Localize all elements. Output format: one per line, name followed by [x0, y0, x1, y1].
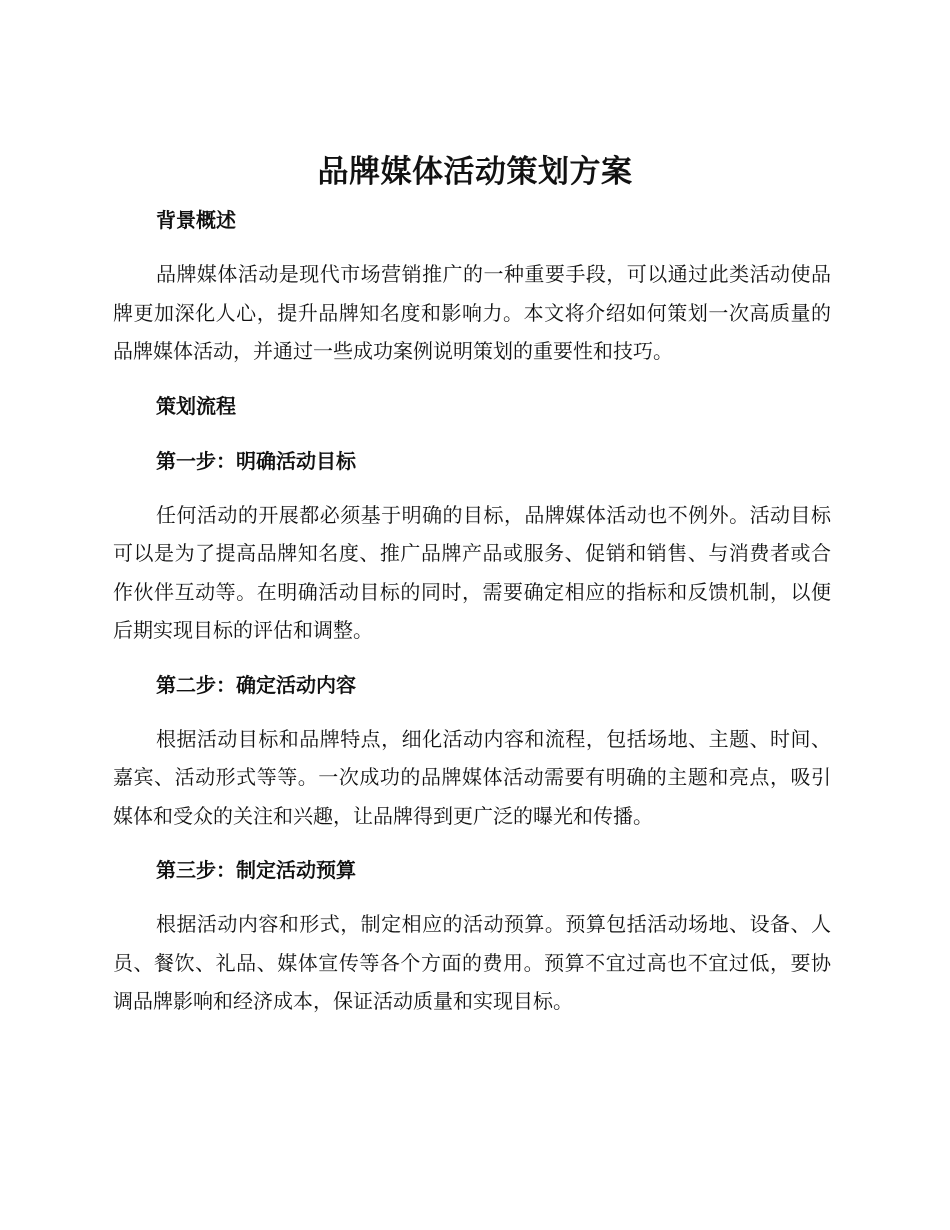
paragraph-step3: 根据活动内容和形式，制定相应的活动预算。预算包括活动场地、设备、人员、餐饮、礼品、媒体宣传等各个方面的费用。预算不宜过高也不宜过低，要协调品牌影响和经济成本，保证活动质量和实现目标。 — [113, 912, 831, 1013]
document-body — [113, 202, 831, 1021]
section-heading-process: 策划流程 — [156, 393, 236, 418]
section-heading-step2: 第二步：确定活动内容 — [156, 672, 356, 697]
paragraph-background: 品牌媒体活动是现代市场营销推广的一种重要手段，可以通过此类活动使品牌更加深化人心，提升品牌知名度和影响力。本文将介绍如何策划一次高质量的品牌媒体活动，并通过一些成功案例说明策划的重要性和技巧。 — [113, 262, 831, 363]
section-heading-step3: 第三步：制定活动预算 — [156, 858, 356, 882]
section-heading-step1: 第一步：明确活动目标 — [156, 448, 356, 473]
document-title: 品牌媒体活动策划方案 — [317, 154, 633, 190]
paragraph-step1: 任何活动的开展都必须基于明确的目标，品牌媒体活动也不例外。活动目标可以是为了提高品牌知名度、推广品牌产品或服务、促销和销售、与消费者或合作伙伴互动等。在明确活动目标的同时，需要确定相应的指标和反馈机制，以便后期实现目标的评估和调整。 — [113, 502, 831, 642]
section-heading-background: 背景概述 — [156, 208, 236, 232]
paragraph-step2: 根据活动目标和品牌特点，细化活动内容和流程，包括场地、主题、时间、嘉宾、活动形式等等。一次成功的品牌媒体活动需要有明确的主题和亮点，吸引媒体和受众的关注和兴趣，让品牌得到更广泛的曝光和传播。 — [113, 726, 831, 828]
